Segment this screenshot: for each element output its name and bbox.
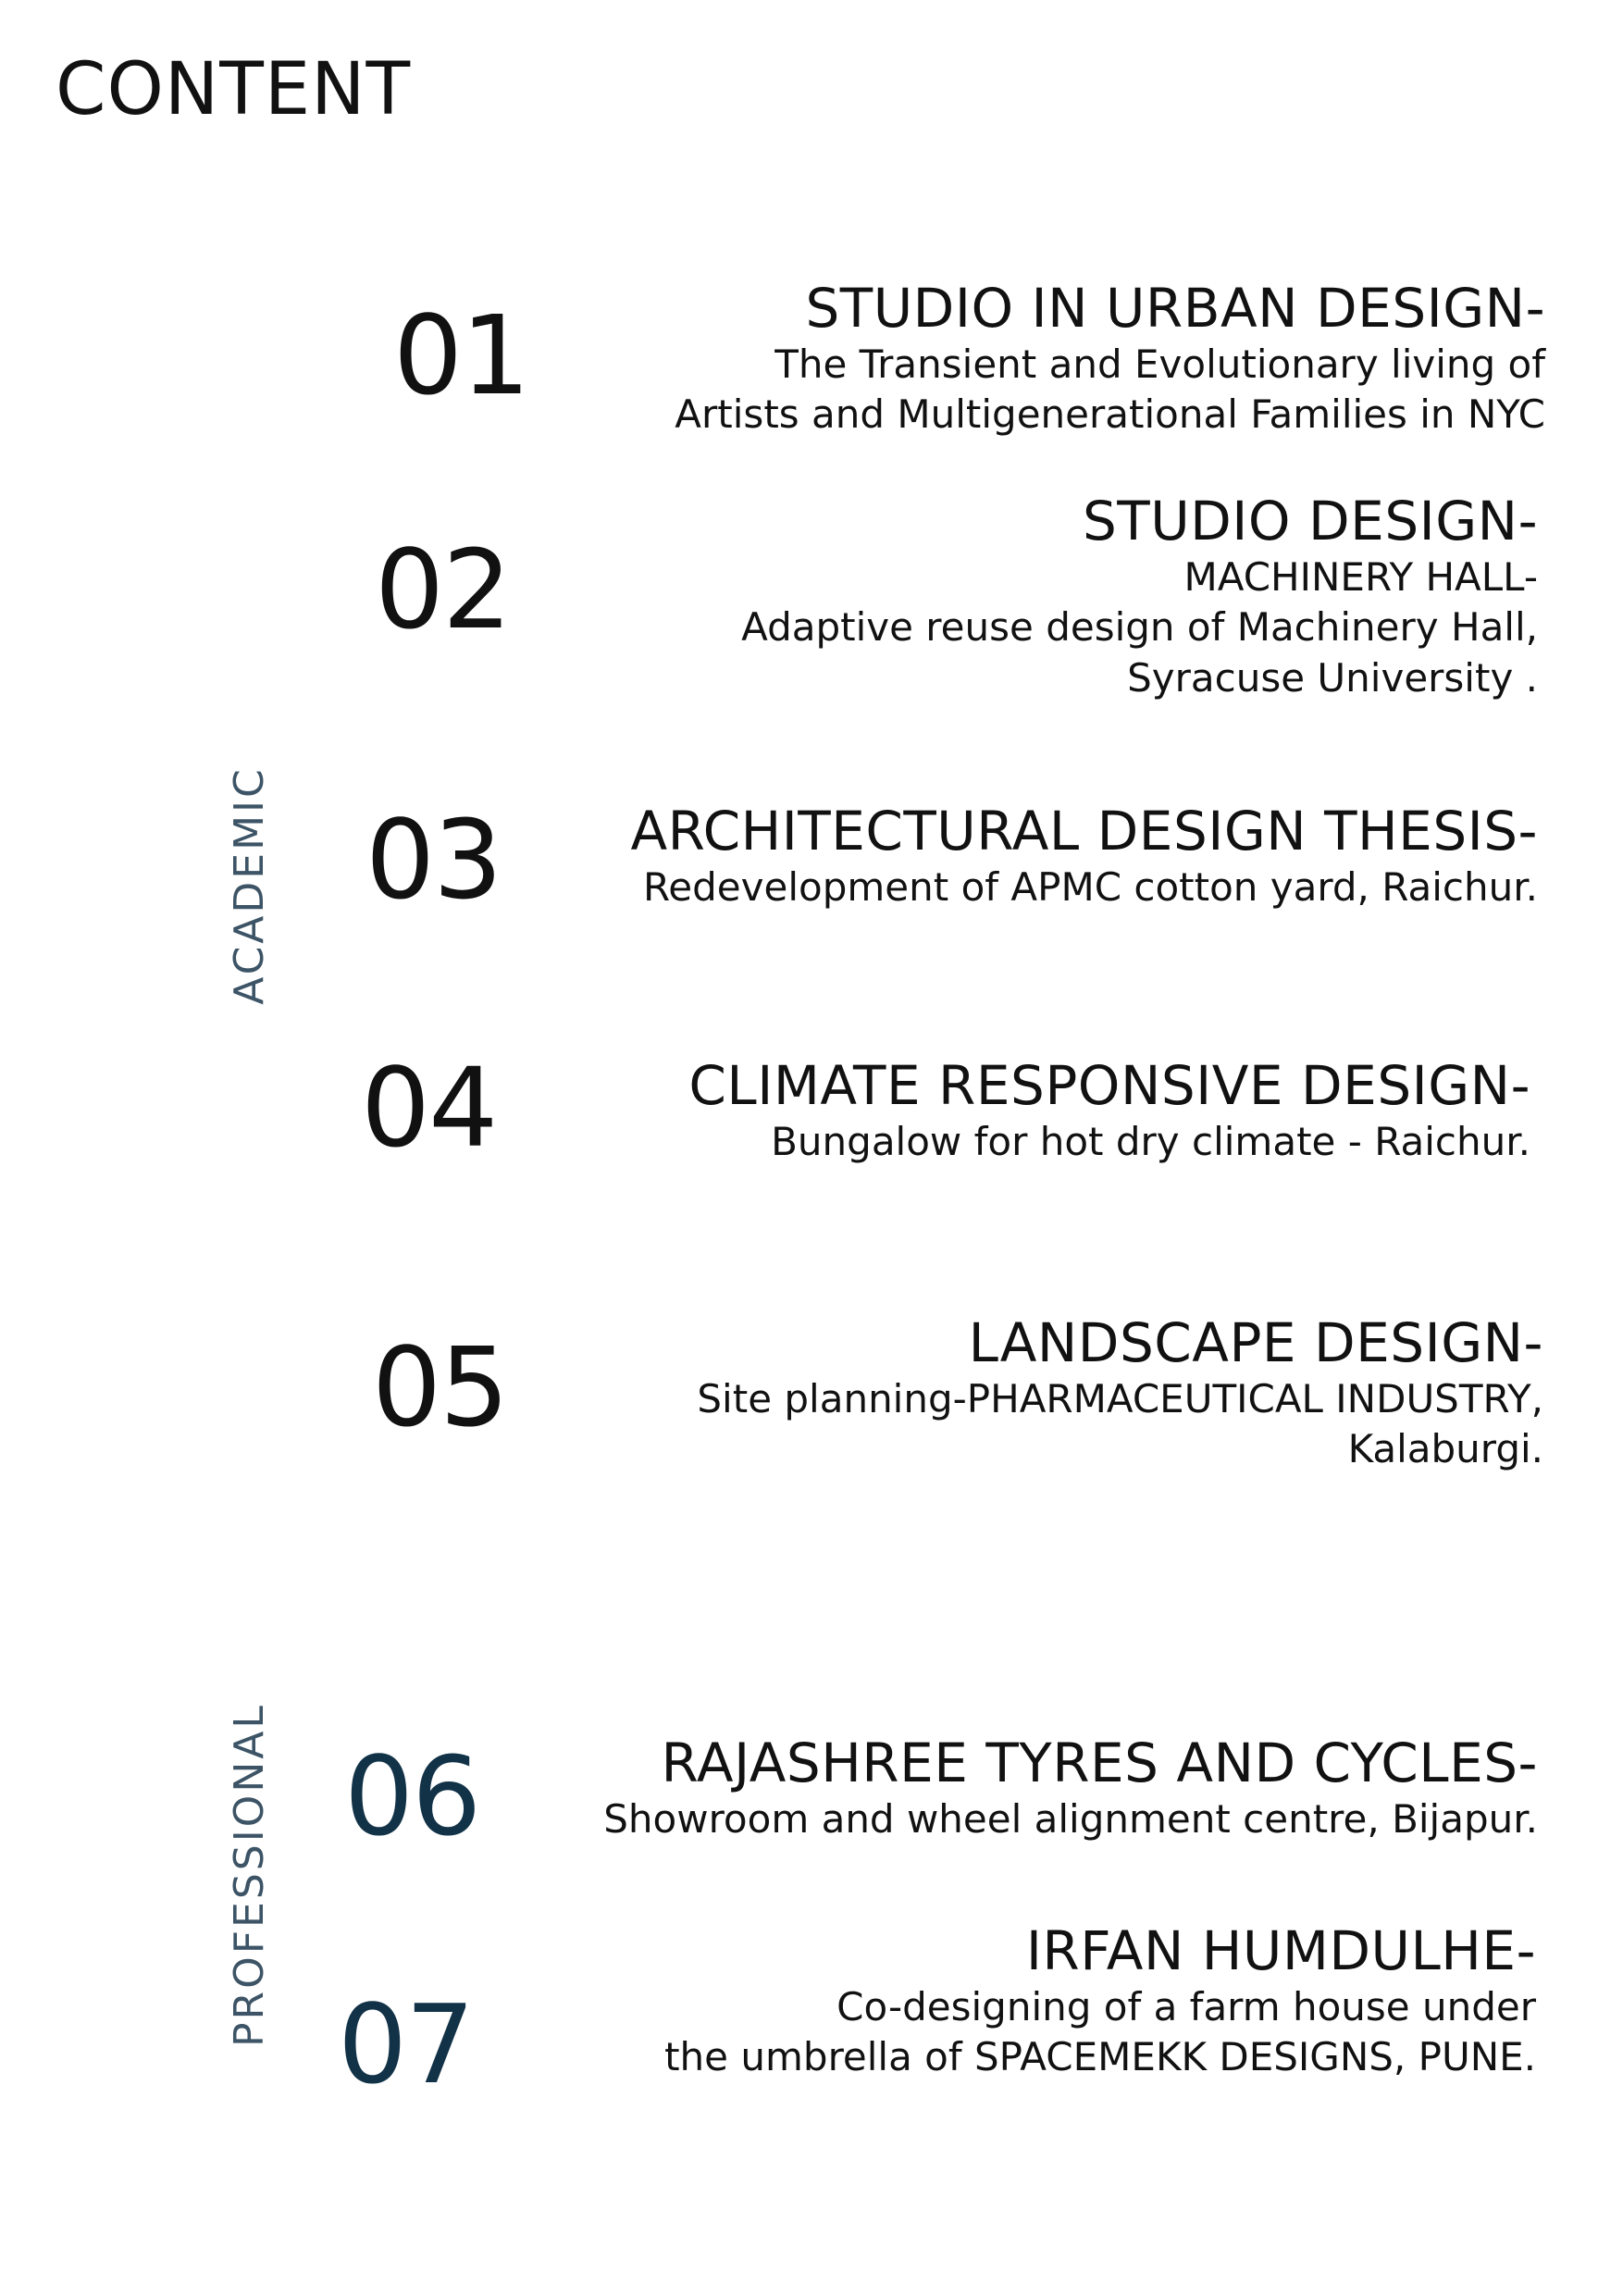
entry-description-line: Syracuse University . xyxy=(1127,654,1538,701)
content-entry-06 xyxy=(603,1732,1538,1844)
content-entry-04 xyxy=(688,1055,1530,1167)
entry-description-line: MACHINERY HALL- xyxy=(1183,553,1538,600)
entry-description-line: the umbrella of SPACEMEKK DESIGNS, PUNE. xyxy=(664,2034,1536,2080)
entry-number-02: 02 xyxy=(375,526,511,653)
entry-title: ARCHITECTURAL DESIGN THESIS- xyxy=(630,800,1538,863)
entry-description-line: Kalaburgi. xyxy=(1347,1426,1543,1472)
entry-title: LANDSCAPE DESIGN- xyxy=(968,1311,1543,1374)
entry-description-line: Artists and Multigenerational Families in NYC xyxy=(675,391,1545,438)
entry-number-03: 03 xyxy=(365,796,502,924)
entry-number-04: 04 xyxy=(361,1044,497,1172)
entry-number-01: 01 xyxy=(393,292,529,419)
entry-description-line: Bungalow for hot dry climate - Raichur. xyxy=(771,1118,1530,1164)
content-entry-02 xyxy=(741,490,1538,703)
entry-description-line: Site planning-PHARMACEUTICAL INDUSTRY, xyxy=(697,1375,1543,1421)
page-title: CONTENT xyxy=(56,48,412,131)
entry-description-line: Co-designing of a farm house under xyxy=(836,1983,1536,2029)
entry-title: CLIMATE RESPONSIVE DESIGN- xyxy=(688,1054,1530,1117)
entry-title: STUDIO DESIGN- xyxy=(1082,490,1538,552)
entry-title: RAJASHREE TYRES AND CYCLES- xyxy=(661,1731,1538,1794)
content-entry-03 xyxy=(631,800,1539,912)
entry-description-line: Adaptive reuse design of Machinery Hall, xyxy=(741,604,1538,651)
entry-description-line: Showroom and wheel alignment centre, Bijapur. xyxy=(603,1795,1538,1842)
entry-number-05: 05 xyxy=(372,1323,508,1451)
entry-number-07: 07 xyxy=(338,1980,474,2108)
entry-title: STUDIO IN URBAN DESIGN- xyxy=(805,277,1545,340)
entry-number-06: 06 xyxy=(344,1732,480,1860)
content-entry-07 xyxy=(664,1920,1536,2083)
entry-title: IRFAN HUMDULHE- xyxy=(1025,1919,1536,1982)
section-label-academic: ACADEMIC xyxy=(226,766,273,1005)
entry-description-line: The Transient and Evolutionary living of xyxy=(774,341,1545,387)
content-entry-01 xyxy=(675,278,1545,441)
content-entry-05 xyxy=(697,1312,1543,1475)
entry-description-line: Redevelopment of APMC cotton yard, Raichur. xyxy=(643,863,1538,910)
section-label-professional: PROFESSIONAL xyxy=(226,1703,273,2047)
